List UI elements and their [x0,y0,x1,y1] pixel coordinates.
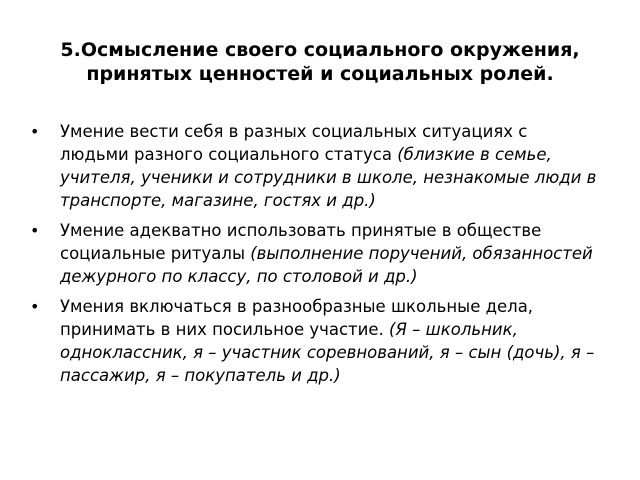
bullet-list [30,120,600,394]
bullet-item [30,219,600,288]
slide-title [20,38,620,86]
bullet-item [30,295,600,387]
bullet-example: (Я – школьник, одноклассник, я – участник соревнований, я – сын (дочь), я – пассажир, я – покупатель и др.) [60,320,595,385]
bullet-example: (выполнение поручений, обязанностей дежурного по классу, по столовой и др.) [60,244,593,286]
bullet-item [30,120,600,212]
title-line-2: принятых ценностей и социальных ролей. [86,63,554,85]
bullet-marker-icon: • [30,122,40,141]
title-line-1: 5.Осмысление своего социального окружения, [60,39,580,61]
bullet-text: Умения включаться в разнообразные школьные дела, принимать в них посильное участие. [60,297,534,339]
bullet-marker-icon: • [30,221,40,240]
bullet-text: Умение адекватно использовать принятые в обществе социальные ритуалы [60,221,542,263]
bullet-marker-icon: • [30,297,40,316]
bullet-text: Умение вести себя в разных социальных ситуациях с людьми разного социального статуса [60,122,528,164]
bullet-example: (близкие в семье, учителя, ученики и сотрудники в школе, незнакомые люди в транспорте, магазине, гостях и др.) [60,145,597,210]
